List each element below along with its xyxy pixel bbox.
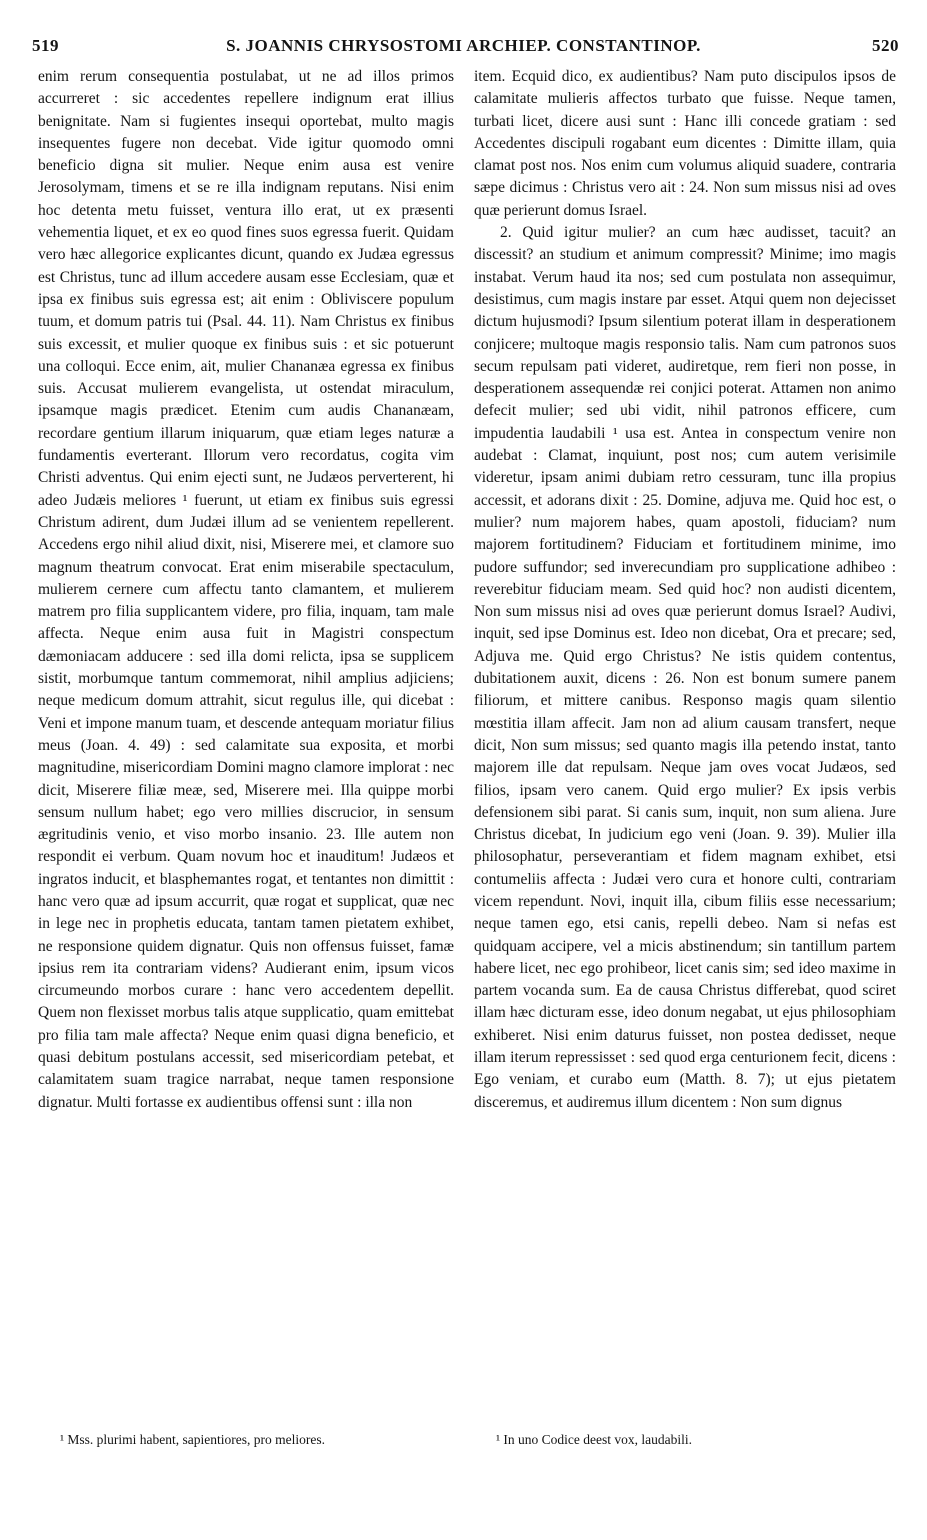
footnote-right: ¹ In uno Codice deest vox, laudabili. <box>496 1432 693 1447</box>
page-number-left: 519 <box>32 36 59 55</box>
page-number-right: 520 <box>872 36 899 55</box>
running-title: S. JOANNIS CHRYSOSTOMI ARCHIEP. CONSTANTINOP. <box>226 36 701 55</box>
footnote-left: ¹ Mss. plurimi habent, sapientiores, pro meliores. <box>60 1432 326 1447</box>
right-column <box>474 66 896 1114</box>
left-column-text: enim rerum consequentia postulabat, ut ne ad illos primos accurreret : sic accedentes repellere indignum erat illius benignitate. Nam si fugientes insequi oportebat, multo magis insequentes fugere non decebat. Vide igitur quomodo omni beneficio digna sit mulier. Neque enim ausa est venire Jerosolymam, timens et se re illa indignam reputans. Nisi enim hoc detenta metu fuisset, ventura illo erat, ut ex præsenti vehementia liquet, et ex eo quod fines suos egressa fuerit. Quidam vero hæc allegorice explicantes dicunt, quando ex Judæa egressus est Christus, tunc ad illum accedere ausam esse Ecclesiam, quæ et ipsa ex finibus suis egressa est; ait enim : Obliviscere populum tuum, et domum patris tui (Psal. 44. 11). Nam Christus ex finibus suis excessit, et mulier quoque ex finibus suis : et sic potuerunt una colloqui. Ecce enim, ait, mulier Chananæa egressa ex finibus suis. Accusat mulierem evangelista, ut ostendat miraculum, ipsamque magis prædicet. Etenim cum audis Chananæam, recordare gentium illarum iniquarum, quæ etiam leges naturæ a fundamentis everterant. Illorum vero recordatus, cogita vim Christi adventus. Qui enim ejecti sunt, ne Judæos perverterent, hi adeo Judæis meliores ¹ fuerunt, ut etiam ex finibus suis egressi Christum adirent, dum Judæi illum ad se venientem repellerent. Accedens ergo nihil aliud dixit, nisi, Miserere mei, et clamore suo magnum theatrum convocat. Erat enim miserabile spectaculum, mulierem cernere cum affectu tanto clamantem, et mulierem matrem pro filia supplicantem videre, pro filia, inquam, tam male affecta. Neque enim ausa fuit in Magistri conspectum dæmoniacam adducere : sed illa domi relicta, ipsa se supplicem sistit, morbumque tantum commemorat, nihil amplius adjiciens; neque medicum domum attrahit, sicut regulus ille, qui dicebat : Veni et impone manum tuam, et descende antequam moriatur filius meus (Joan. 4. 49) : sed calamitate sua exposita, et morbi magnitudine, misericordiam Domini magno clamore implorat : nec dicit, Miserere filiæ meæ, sed, Miserere mei. Illa quippe morbi sensum nullum habet; ego vero millies discrucior, in sensum ægritudinis venio, et viso morbo insanio. 23. Ille autem non respondit ei verbum. Quam novum hoc et inauditum! Judæos et ingratos inducit, et blasphemantes rogat, et tentantes non dimittit : hanc vero quæ ad ipsum accurrit, quæ rogat et supplicat, quæ nec in lege nec in prophetis educata, tantam tamen pietatem exhibet, ne responsione quidem dignatur. Quis non offensus fuisset, famæ ipsius rem ita contrariam videns? Audierant enim, ipsum vicos circumeundo morbos curare : hanc vero accedentem depellit. Quem non flexisset morbus talis atque supplicatio, quam emittebat pro filia tam male affecta? Neque enim quasi digna beneficio, et quasi debitum postulans accessit, sed misericordiam petebat, et calamitatem suam tragice narrabat, neque tamen responsione dignatur. Multi fortasse ex audientibus offensi sunt : illa non <box>38 68 454 1111</box>
left-column <box>38 66 454 1114</box>
right-paragraph-2: 2. Quid igitur mulier? an cum hæc audisset, tacuit? an discessit? an studium et animum compressit? Minime; imo magis instabat. Verum haud ita nos; sed cum postulata non assequimur, desistimus, cum magis instare par esset. Atqui quem non dejecisset dictum hujusmodi? Ipsum silentium poterat illam in desperationem conjicere; multoque magis responsio talis. Nam cum patronos suos secum repulsam pati videret, audiretque, rem fieri non posse, in desperationem assequendæ rei conjici poterat. Attamen non animo defecit mulier; sed ubi vidit, nihil patronos efficere, cum impudentia laudabili ¹ usa est. Antea in conspectum venire non audebat : Clamat, inquiunt, post nos; cum autem verisimile videretur, ipsam animi dubiam retro cessuram, tunc illa propius accessit, et adorans dixit : 25. Domine, adjuva me. Quid hoc est, o mulier? num majorem habes, quam apostoli, fiduciam? num majorem fortitudinem? Fiduciam et fortitudinem minime, imo pudore suffundor; sed inverecundiam pro supplicatione adhibeo : reverebitur fiduciam meam. Sed quid hoc? non audisti dicentem, Non sum missus nisi ad oves quæ perierunt domus Israel? Audivi, inquit, sed ipse Dominus est. Ideo non dicebat, Ora et precare; sed, Adjuva me. Quid ergo Christus? Ne istis quidem contentus, dubitationem auxit, dicens : 26. Non est bonum sumere panem filiorum, et mittere canibus. Responso magis quam silentio mœstitia illam affecit. Jam non ad alium causam transfert, neque dicit, Non sum missus; sed quanto magis illa petendo instat, tanto majorem ille dat repulsam. Neque jam oves vocat Judæos, sed filios, ipsam vero canem. Quid ergo mulier? Ex ipsis verbis defensionem sibi parat. Si canis sum, inquit, non sum aliena. Jure Christus dicebat, In judicium ego veni (Joan. 9. 39). Mulier illa philosophatur, perseverantiam et fidem magnam exhibet, etsi contumeliis affecta : Judæi vero cura et honore culti, contrariam vicem rependunt. Novi, inquit illa, cibum filiis esse necessarium; neque tamen ego, etsi canis, repelli debeo. Nam si nefas est quidquam accipere, vel a micis abstinendum; sin tantillum partem habere licet, nec ego prohibeor, licet canis sim; sed ideo maxime in partem vocanda sum. Ea de causa Christus differebat, quod sciret illam hæc dicturam esse, ideo donum negabat, ut ejus philosophiam exhiberet. Nisi enim daturus fuisset, non postea dedisset, neque illam iterum repressisset : sed quod erga centurionem fecit, dicens : Ego veniam, et curabo eum (Matth. 8. 7); ut ejus pietatem disceremus, et audiremus illum dicentem : Non sum dignus <box>474 224 896 1111</box>
right-paragraph-1: item. Ecquid dico, ex audientibus? Nam puto discipulos ipsos de calamitate mulieris affectos turbato que fuisse. Neque tamen, turbati licet, dicere ausi sunt : Hanc illi concede gratiam : sed Accedentes discipuli rogabant eum dicentes : Dimitte illam, quia clamat post nos. Nos enim cum volumus aliquid suadere, contraria sæpe dicimus : Christus vero ait : 24. Non sum missus nisi ad oves quæ perierunt domus Israel. <box>474 68 896 219</box>
